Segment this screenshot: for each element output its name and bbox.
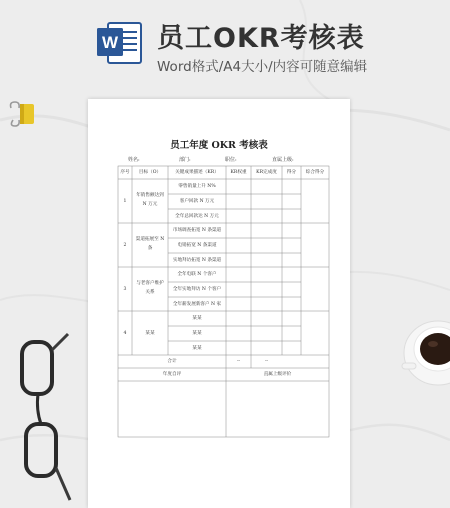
page-header bbox=[95, 14, 425, 78]
row-seq: 4 bbox=[123, 331, 127, 336]
eyeglasses-icon bbox=[14, 330, 72, 508]
header-kr: 关键成果描述（KR） bbox=[175, 170, 219, 175]
kr-item: 某某 bbox=[192, 331, 202, 336]
row-seq: 3 bbox=[123, 287, 127, 292]
total-label: 合计 bbox=[167, 359, 177, 364]
kr-item: 市场调查拓宽 N 条渠道 bbox=[172, 228, 222, 233]
word-icon-letter: W bbox=[101, 33, 119, 52]
kr-item: 实地拜访拓宽 N 条渠道 bbox=[172, 258, 222, 263]
document-page bbox=[88, 99, 350, 508]
header-kr-completion: KR完成度 bbox=[256, 170, 277, 175]
document-title: 员工年度 OKR 考核表 bbox=[170, 140, 268, 151]
word-doc-icon bbox=[95, 17, 145, 67]
header-total-score: 综合得分 bbox=[305, 170, 325, 175]
kr-item: 某某 bbox=[192, 316, 202, 321]
position-label: 职位: bbox=[225, 157, 237, 163]
kr-item: 全年电联 N 个客户 bbox=[177, 272, 217, 277]
header-objective: 目标（O） bbox=[138, 170, 162, 175]
row-seq: 2 bbox=[123, 243, 127, 248]
kr-item: 某某 bbox=[192, 346, 202, 351]
kr-item: 零售销量上升 N% bbox=[178, 184, 216, 189]
department-label: 部门: bbox=[179, 157, 191, 163]
row-objective: 渠道拓展至 N 条 bbox=[135, 237, 165, 251]
row-seq: 1 bbox=[123, 199, 127, 204]
row-objective: 年销售额达到 N 万元 bbox=[136, 193, 164, 207]
kr-item: 全年实地拜访 N 个客户 bbox=[172, 287, 222, 292]
supervisor-label: 直属上级: bbox=[272, 157, 294, 163]
page-title: 员工OKR考核表 bbox=[157, 23, 365, 54]
kr-item: 客户回款 N 万元 bbox=[179, 199, 215, 204]
kr-item: 全年总回款达 N 万元 bbox=[175, 214, 219, 219]
row-objective: 与老客户维护关系 bbox=[136, 281, 164, 295]
supervisor-review-label: 直属上级评价 bbox=[263, 372, 292, 377]
page-subtitle: Word格式/A4大小/内容可随意编辑 bbox=[157, 59, 368, 75]
kr-item: 全年薪发展新客户 N 家 bbox=[172, 302, 222, 307]
total-completion-dash: -- bbox=[264, 359, 269, 364]
header-seq: 序号 bbox=[120, 170, 130, 175]
binder-clip-icon bbox=[8, 98, 38, 130]
name-label: 姓名: bbox=[128, 157, 140, 163]
self-review-label: 年度自评 bbox=[162, 372, 182, 377]
coffee-cup-icon bbox=[398, 315, 450, 390]
header-score: 得分 bbox=[286, 170, 297, 175]
header-kr-weight: KR权重 bbox=[230, 170, 247, 175]
row-objective: 某某 bbox=[145, 331, 155, 336]
total-weight-dash: -- bbox=[236, 359, 241, 364]
kr-item: 电销拓宽 N 条渠道 bbox=[177, 243, 217, 248]
